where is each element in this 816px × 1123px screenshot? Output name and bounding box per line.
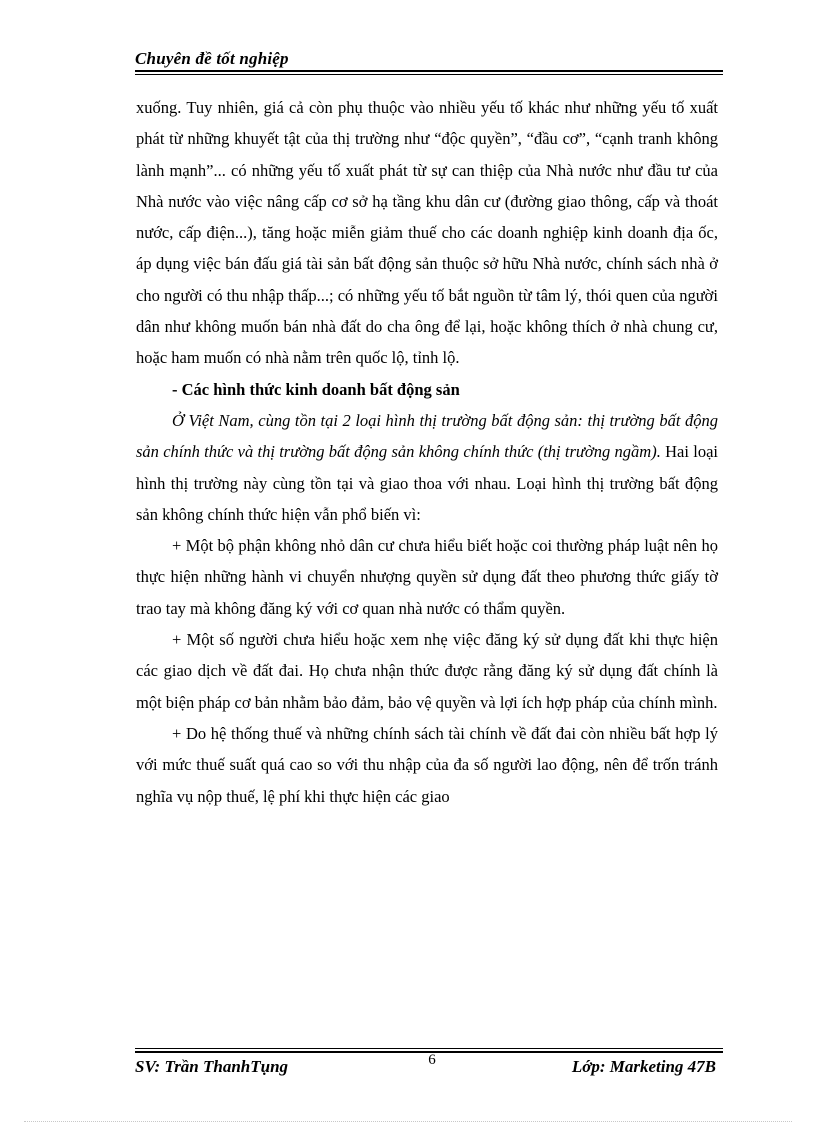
page-number: 6 [428, 1052, 436, 1068]
paragraph-continuation: Hai loại hình thị trường này cùng tồn tại và giao thoa với nhau. Loại hình thị trường bất động sản không chính thức hiện vẫn phổ biến vì: [136, 442, 718, 524]
bullet-paragraph-1: + Một bộ phận không nhỏ dân cư chưa hiểu biết hoặc coi thường pháp luật nên họ thực hiện những hành vi chuyển nhượng quyền sử dụng đất theo phương thức giấy tờ trao tay mà không đăng ký với cơ quan nhà nước có thẩm quyền. [136, 536, 718, 618]
footer-rule-thin [135, 1048, 723, 1049]
footer-class: Lớp: Marketing 47B [571, 1057, 716, 1076]
bullet-paragraph-2: + Một số người chưa hiểu hoặc xem nhẹ việc đăng ký sử dụng đất khi thực hiện các giao dịch về đất đai. Họ chưa nhận thức được rằng đăng ký sử dụng đất chính là một biện pháp cơ bản nhằm bảo đảm, bảo vệ quyền và lợi ích hợp pháp của chính mình. [136, 630, 718, 712]
bullet-paragraph-3: + Do hệ thống thuế và những chính sách tài chính về đất đai còn nhiều bất hợp lý với mức thuế suất quá cao so với thu nhập của đa số người lao động, nên để trốn tránh nghĩa vụ nộp thuế, lệ phí khi thực hiện các giao [136, 723, 718, 806]
footer-student-name: SV: Trần ThanhTụng [135, 1057, 289, 1076]
header-title: Chuyên đề tốt nghiệp [135, 49, 289, 68]
paragraph-vietnam-markets [136, 405, 718, 530]
body-text [136, 92, 718, 812]
section-heading: - Các hình thức kinh doanh bất động sản [172, 379, 460, 399]
italic-lead-sentence: Ở Việt Nam, cùng tồn tại 2 loại hình thị trường bất động sản: thị trường bất động sản chính thức và thị trường bất động sản không chính thức (thị trường ngầm). [136, 410, 718, 462]
header-rule-thin [135, 74, 723, 75]
page-bottom-edge [24, 1121, 792, 1122]
header-rule-thick [135, 70, 723, 72]
paragraph-continued: xuống. Tuy nhiên, giá cả còn phụ thuộc vào nhiều yếu tố khác như những yếu tố xuất phát từ những khuyết tật của thị trường như “độc quyền”, “đầu cơ”, “cạnh tranh không lành mạnh”... có những yếu tố xuất phát từ sự can thiệp của Nhà nước như đầu tư của Nhà nước vào việc nâng cấp cơ sở hạ tầng khu dân cư (đường giao thông, cấp và thoát nước, cấp điện...), tăng hoặc miễn giảm thuế cho các doanh nghiệp kinh doanh địa ốc, áp dụng việc bán đấu giá tài sản bất động sản thuộc sở hữu Nhà nước, chính sách nhà ở cho người có thu nhập thấp...; có những yếu tố bắt nguồn từ tâm lý, thói quen của người dân như không muốn bán nhà đất do cha ông để lại, hoặc không thích ở nhà chung cư, hoặc ham muốn có nhà nằm trên quốc lộ, tỉnh lộ. [136, 98, 718, 368]
